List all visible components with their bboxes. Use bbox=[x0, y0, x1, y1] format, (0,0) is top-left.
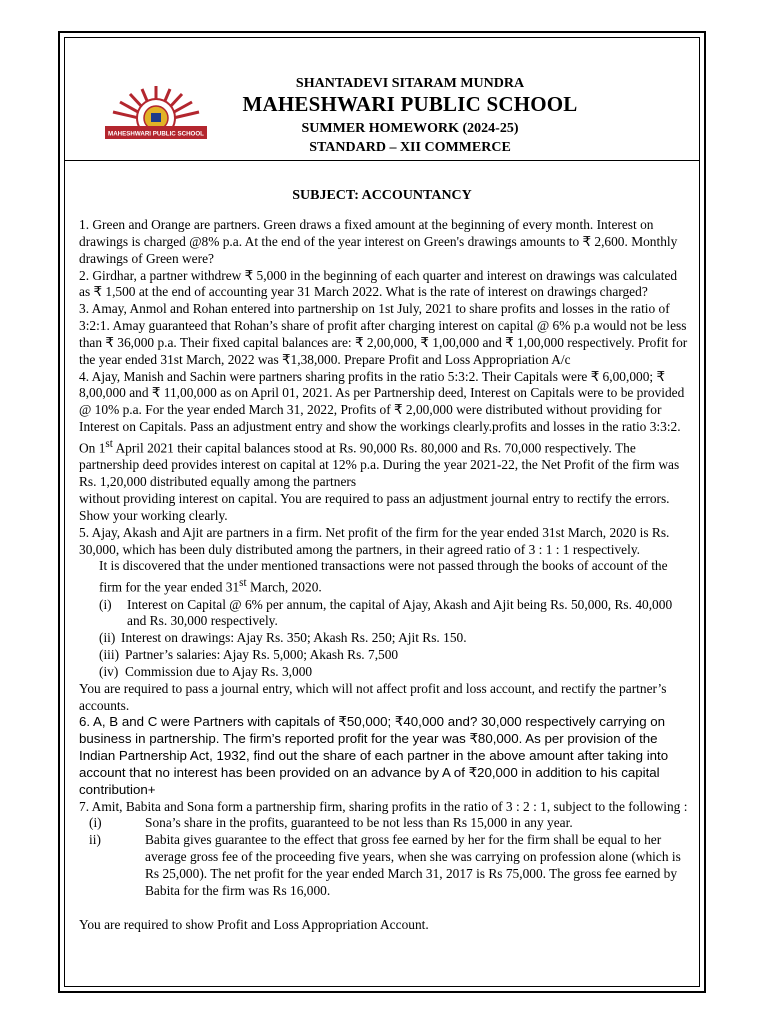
question-5-discovered-end: March, 2020. bbox=[246, 579, 322, 595]
question-4-part-3: without providing interest on capital. You are required to pass an adjustment journal entry to rectify the errors. Show your working clearly. bbox=[79, 490, 670, 523]
question-5-item-i bbox=[79, 597, 691, 631]
item-label: (ii) bbox=[99, 630, 116, 646]
question-6: 6. A, B and C were Partners with capitals of ₹50,000; ₹40,000 and? 30,000 respectively carrying on business in partnership. The firm’s reported profit for the year was ₹80,000. As per provision of the Indian Partnership Act, 1932, find out the share of each partner in the above amount after taking into account that no interest has been provided on an advance by A of ₹20,000 in addition to his capital contribution+ bbox=[79, 714, 669, 797]
svg-text:MAHESHWARI PUBLIC SCHOOL: MAHESHWARI PUBLIC SCHOOL bbox=[108, 130, 204, 138]
school-header bbox=[65, 38, 699, 161]
item-label: (i) bbox=[89, 815, 102, 831]
item-text: Commission due to Ajay Rs. 3,000 bbox=[125, 663, 313, 679]
item-label: ii) bbox=[89, 832, 101, 848]
superscript-st: st bbox=[105, 437, 113, 450]
school-name: MAHESHWARI PUBLIC SCHOOL bbox=[242, 92, 578, 116]
question-5-discovered bbox=[79, 558, 691, 596]
homework-title: SUMMER HOMEWORK (2024-25) bbox=[301, 121, 519, 136]
question-4-part-1: 4. Ajay, Manish and Sachin were partners sharing profits in the ratio 5:3:2. Their Capitals were ₹ 6,00,000; ₹ 8,00,000 and ₹ 11,00,000 as on April 01, 2021. As per Partnership deed, Interest on Capitals were to be provided @ 10% p.a. For the year ended March 31, 2022, Profits of ₹ 2,00,000 were distributed without providing for Interest on Capitals. Pass an adjustment entry and show the workings clearly.profits and losses in the ratio 3:3:2. On 1 bbox=[79, 368, 685, 456]
questions bbox=[79, 217, 691, 934]
item-label: (iv) bbox=[99, 663, 119, 679]
spacer bbox=[79, 900, 691, 917]
question-7-item-i bbox=[79, 815, 691, 832]
item-text: Sona’s share in the profits, guaranteed to be not less than Rs 15,000 in any year. bbox=[145, 815, 573, 831]
item-text: Interest on drawings: Ajay Rs. 350; Akash Rs. 250; Ajit Rs. 150. bbox=[121, 630, 467, 646]
question-4 bbox=[79, 369, 691, 491]
question-5-discovered-text: It is discovered that the under mentioned transactions were not passed through the books of account of the firm for the year ended 31 bbox=[99, 558, 668, 595]
item-text: Partner’s salaries: Ajay Rs. 5,000; Akash Rs. 7,500 bbox=[125, 647, 399, 663]
item-label: (iii) bbox=[99, 647, 120, 663]
question-7-intro: 7. Amit, Babita and Sona form a partnership firm, sharing profits in the ratio of 3 : 2 : 1, subject to the following : bbox=[79, 798, 688, 814]
question-1: 1. Green and Orange are partners. Green draws a fixed amount at the beginning of every month. Interest on drawings is charged @8% p.a. At the end of the year interest on Green's drawings amounts to ₹ 2,600. Monthly drawings of Green were? bbox=[79, 217, 678, 266]
question-5-item-iv bbox=[79, 664, 691, 681]
page-border bbox=[58, 31, 706, 993]
subject-title: SUBJECT: ACCOUNTANCY bbox=[292, 188, 472, 203]
question-5-intro: 5. Ajay, Akash and Ajit are partners in a firm. Net profit of the firm for the year ended 31st March, 2020 is Rs. 30,000, which has been duly distributed among the partners, in their agreed ratio of 3 : 1 : 1 respectively. bbox=[79, 524, 670, 557]
question-4-part-2: April 2021 their capital balances stood at Rs. 90,000 Rs. 80,000 and Rs. 70,000 respectively. The partnership deed provides interest on capital at 12% p.a. During the year 2021-22, the Net Profit of the firm was Rs. 1,20,000 distributed equally among the partners bbox=[79, 440, 680, 490]
question-7-closing: You are required to show Profit and Loss Appropriation Account. bbox=[79, 916, 429, 932]
inner-border bbox=[64, 37, 700, 987]
superscript-st: st bbox=[239, 577, 247, 590]
question-3: 3. Amay, Anmol and Rohan entered into partnership on 1st July, 2021 to share profits and losses in the ratio of 3:2:1. Amay guaranteed that Rohan’s share of profit after charging interest on capital @ 6% p.a would not be less than ₹ 36,000 p.a. Their fixed capital balances are: ₹ 2,00,000, ₹ 1,00,000 and ₹ 1,00,000 respectively. Profit for the year ended 31st March, 2022 was ₹1,38,000. Prepare Profit and Loss Appropriation A/c bbox=[79, 301, 688, 367]
trust-name: SHANTADEVI SITARAM MUNDRA bbox=[295, 76, 525, 91]
question-5-closing: You are required to pass a journal entry, which will not affect profit and loss account, and rectify the partner’s accounts. bbox=[79, 680, 667, 713]
item-text: Interest on Capital @ 6% per annum, the capital of Ajay, Akash and Ajit being Rs. 50,000, Rs. 40,000 and Rs. 30,000 respectively. bbox=[127, 596, 673, 629]
school-logo-icon bbox=[99, 80, 213, 148]
standard-label: STANDARD – XII COMMERCE bbox=[309, 140, 511, 155]
question-5-item-iii bbox=[79, 647, 691, 664]
question-2: 2. Girdhar, a partner withdrew ₹ 5,000 in the beginning of each quarter and interest on drawings was calculated as ₹ 1,500 at the end of accounting year 31 March 2022. What is the rate of interest on drawings charged? bbox=[79, 267, 678, 300]
question-5-item-ii bbox=[79, 630, 691, 647]
question-7-item-ii bbox=[79, 832, 691, 899]
item-text: Babita gives guarantee to the effect that gross fee earned by her for the firm shall be equal to her average gross fee of the proceeding five years, when she was carrying on profession alone (which is Rs 25,000). The net profit for the year ended March 31, 2017 is Rs 75,000. The gross fee earned by Babita for the firm was Rs 16,000. bbox=[145, 832, 681, 898]
item-label: (i) bbox=[99, 596, 112, 612]
